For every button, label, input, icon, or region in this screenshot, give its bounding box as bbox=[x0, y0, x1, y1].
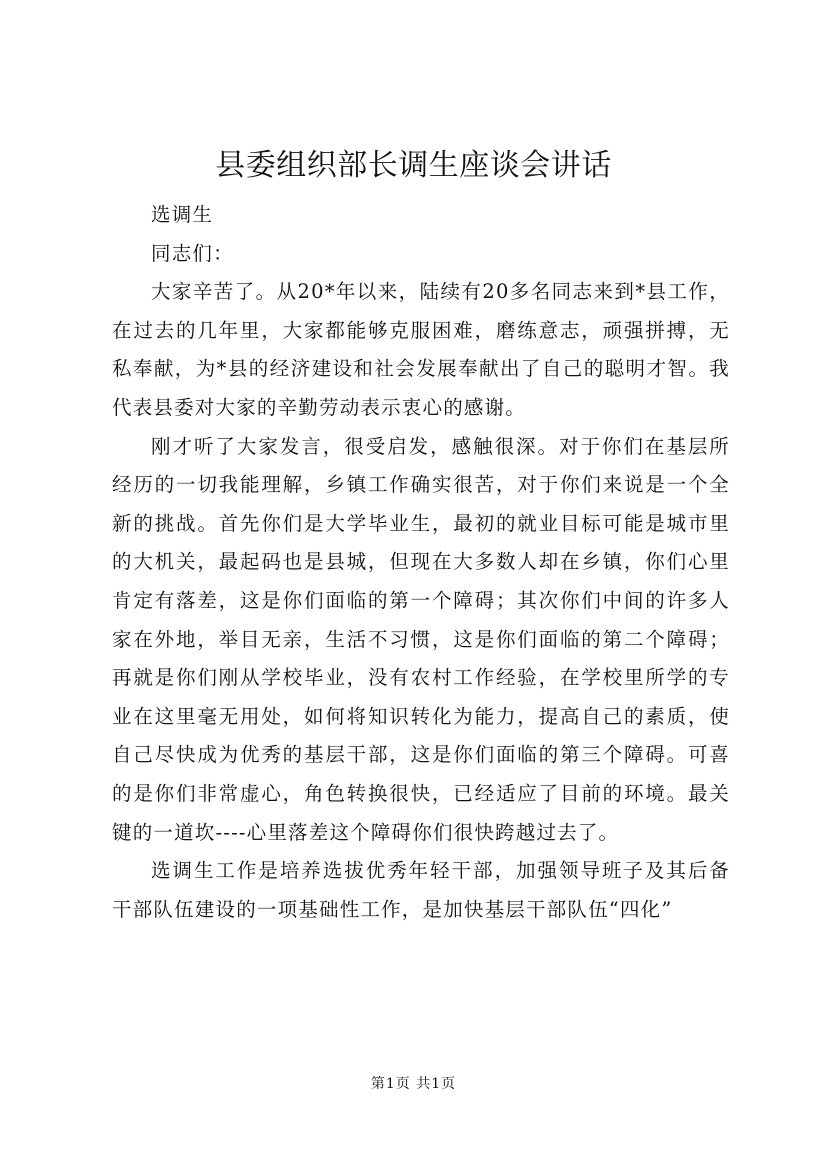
paragraph-2: 刚才听了大家发言，很受启发，感触很深。对于你们在基层所经历的一切我能理解，乡镇工作确实很苦，对于你们来说是一个全新的挑战。首先你们是大学毕业生，最初的就业目标可能是城市里的大机关，最起码也是县城，但现在大多数人却在乡镇，你们心里肯定有落差，这是你们面临的第一个障碍；其次你们中间的许多人家在外地，举目无亲，生活不习惯，这是你们面临的第二个障碍；再就是你们刚从学校毕业，没有农村工作经验，在学校里所学的专业在这里毫无用处，如何将知识转化为能力，提高自己的素质，使自己尽快成为优秀的基层干部，这是你们面临的第三个障碍。可喜的是你们非常虚心，角色转换很快，已经适应了目前的环境。最关键的一道坎----心里落差这个障碍你们很快跨越过去了。 bbox=[112, 434, 730, 844]
document-body bbox=[112, 196, 730, 929]
heading-line: 选调生 bbox=[151, 203, 214, 226]
salutation: 同志们： bbox=[151, 241, 234, 265]
document-title: 县委组织部长调生座谈会讲话 bbox=[215, 148, 612, 183]
paragraph-3: 选调生工作是培养选拔优秀年轻干部，加强领导班子及其后备干部队伍建设的一项基础性工作，是加快基层干部队伍“四化” bbox=[112, 859, 730, 921]
paragraph-1: 大家辛苦了。从20*年以来，陆续有20多名同志来到*县工作，在过去的几年里，大家都能够克服困难，磨练意志，顽强拼搏，无私奉献，为*县的经济建设和社会发展奉献出了自己的聪明才智。我代表县委对大家的辛勤劳动表示衷心的感谢。 bbox=[112, 280, 730, 419]
page-footer: 第1页 共1页 bbox=[370, 1076, 457, 1092]
